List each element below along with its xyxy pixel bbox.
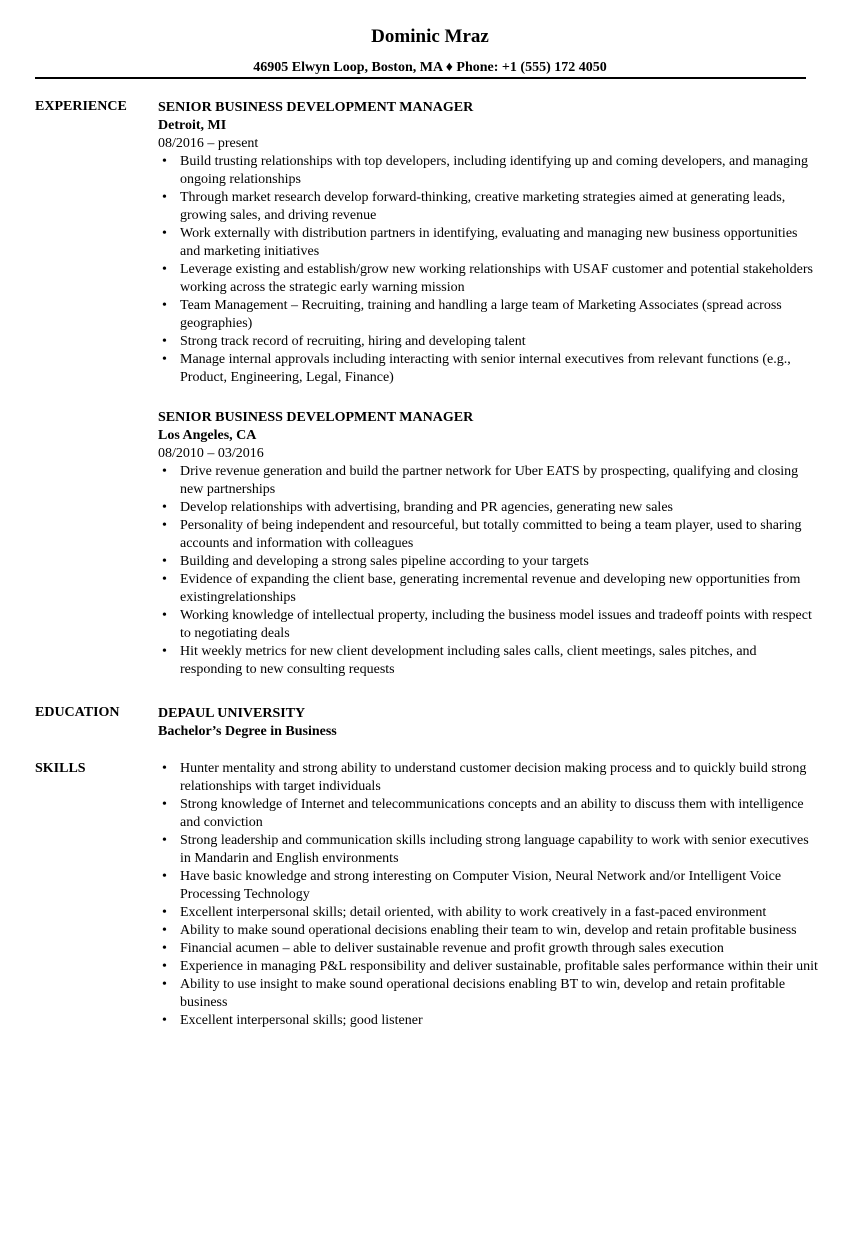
section-label-experience: EXPERIENCE bbox=[35, 99, 127, 114]
job-bullet: • Personality of being independent and resourceful, but totally committed to being a team player, used to sharing accounts and information with colleagues bbox=[158, 517, 820, 553]
job-bullet: • Building and developing a strong sales pipeline according to your targets bbox=[158, 553, 820, 571]
skill-bullet: • Excellent interpersonal skills; detail oriented, with ability to work creatively in a fast-paced environment bbox=[158, 904, 820, 922]
job-dates: 08/2016 – present bbox=[158, 136, 259, 151]
job-bullet: • Develop relationships with advertising, branding and PR agencies, generating new sales bbox=[158, 499, 820, 517]
job-bullet: • Strong track record of recruiting, hiring and developing talent bbox=[158, 333, 820, 351]
skill-bullet: • Have basic knowledge and strong interesting on Computer Vision, Neural Network and/or Intelligent Voice Processing Technology bbox=[158, 868, 820, 904]
skill-bullet: • Ability to use insight to make sound operational decisions enabling BT to win, develop and retain profitable business bbox=[158, 976, 820, 1012]
skill-bullet: • Hunter mentality and strong ability to understand customer decision making process and to quickly build strong relationships with target individuals bbox=[158, 760, 820, 796]
education-entry bbox=[158, 705, 818, 741]
job-dates: 08/2010 – 03/2016 bbox=[158, 446, 264, 461]
job-bullet: • Through market research develop forward-thinking, creative marketing strategies aimed at generating leads, growing sales, and driving revenue bbox=[158, 189, 820, 225]
job-entry bbox=[158, 99, 818, 387]
candidate-name: Dominic Mraz bbox=[371, 26, 489, 47]
school-name: DEPAUL UNIVERSITY bbox=[158, 706, 306, 721]
job-bullet: • Drive revenue generation and build the partner network for Uber EATS by prospecting, qualifying and closing new partnerships bbox=[158, 463, 820, 499]
skill-bullet: • Ability to make sound operational decisions enabling their team to win, develop and retain profitable business bbox=[158, 922, 820, 940]
job-bullet: • Working knowledge of intellectual property, including the business model issues and tradeoff points with respect to negotiating deals bbox=[158, 607, 820, 643]
job-title: SENIOR BUSINESS DEVELOPMENT MANAGER bbox=[158, 410, 474, 425]
skills-bullet-list bbox=[158, 760, 818, 1030]
job-bullet: • Manage internal approvals including interacting with senior internal executives from relevant functions (e.g., Product, Engineering, Legal, Finance) bbox=[158, 351, 820, 387]
job-bullet: • Work externally with distribution partners in identifying, evaluating and managing new business opportunities and marketing initiatives bbox=[158, 225, 820, 261]
job-bullet-list bbox=[158, 463, 818, 679]
job-bullet-list bbox=[158, 153, 818, 387]
section-label-skills: SKILLS bbox=[35, 761, 86, 776]
job-bullet: • Leverage existing and establish/grow new working relationships with USAF customer and potential stakeholders working across the strategic early warning mission bbox=[158, 261, 820, 297]
header-divider bbox=[35, 77, 806, 79]
job-location: Detroit, MI bbox=[158, 118, 227, 133]
skill-bullet: • Experience in managing P&L responsibility and deliver sustainable, profitable sales performance within their unit bbox=[158, 958, 820, 976]
skill-bullet: • Excellent interpersonal skills; good listener bbox=[158, 1012, 820, 1030]
contact-line: 46905 Elwyn Loop, Boston, MA ♦ Phone: +1 (555) 172 4050 bbox=[253, 60, 607, 75]
job-bullet: • Evidence of expanding the client base, generating incremental revenue and developing new opportunities from existingrelationships bbox=[158, 571, 820, 607]
job-location: Los Angeles, CA bbox=[158, 428, 257, 443]
degree: Bachelor’s Degree in Business bbox=[158, 724, 337, 739]
skill-bullet: • Strong leadership and communication skills including strong language capability to work with senior executives in Mandarin and English environments bbox=[158, 832, 820, 868]
job-entry bbox=[158, 409, 818, 679]
job-title: SENIOR BUSINESS DEVELOPMENT MANAGER bbox=[158, 100, 474, 115]
job-bullet: • Build trusting relationships with top developers, including identifying up and coming developers, and managing ongoing relationships bbox=[158, 153, 820, 189]
skill-bullet: • Strong knowledge of Internet and telecommunications concepts and an ability to discuss them with intelligence and conviction bbox=[158, 796, 820, 832]
section-label-education: EDUCATION bbox=[35, 705, 120, 720]
skill-bullet: • Financial acumen – able to deliver sustainable revenue and profit growth through sales execution bbox=[158, 940, 820, 958]
job-bullet: • Hit weekly metrics for new client development including sales calls, client meetings, sales pitches, and responding to new consulting requests bbox=[158, 643, 820, 679]
job-bullet: • Team Management – Recruiting, training and handling a large team of Marketing Associates (spread across geographies) bbox=[158, 297, 820, 333]
skills-entry bbox=[158, 760, 818, 1030]
